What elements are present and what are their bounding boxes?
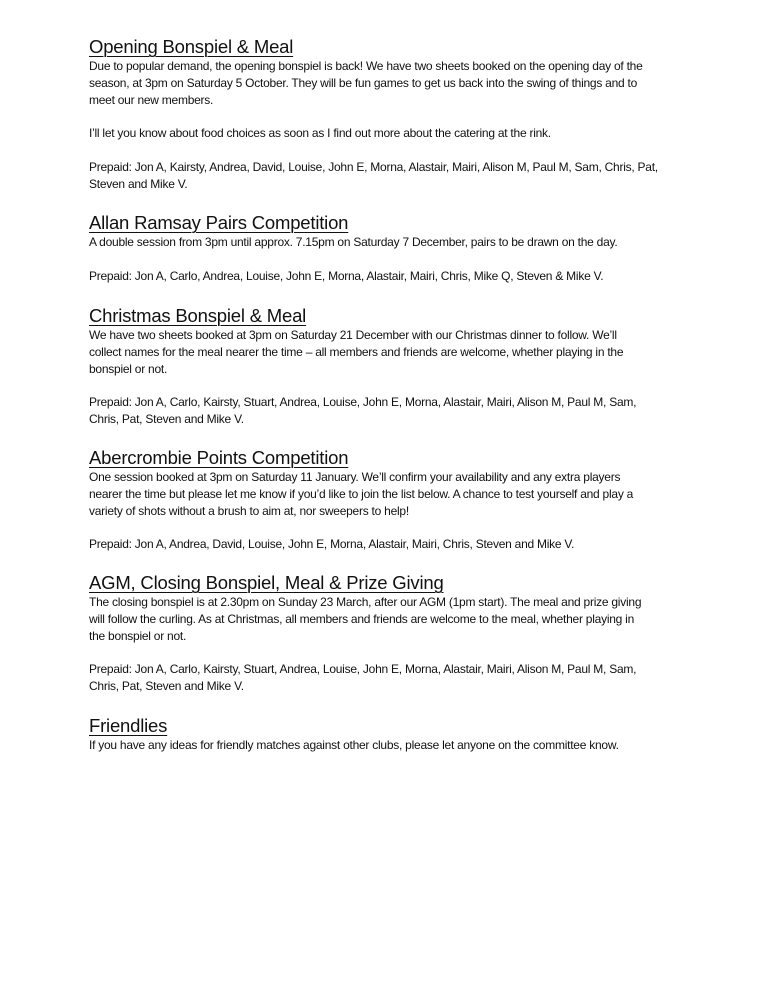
body-line: the bonspiel or not. xyxy=(89,628,187,643)
prepaid-line: Prepaid: Jon A, Carlo, Andrea, Louise, John E, Morna, Alastair, Mairi, Chris, Mike Q, Steven & Mike V. xyxy=(89,268,604,283)
body-line: nearer the time but please let me know if you’d like to join the list below. A chance to test yourself and play a xyxy=(89,486,634,501)
section-heading: AGM, Closing Bonspiel, Meal & Prize Giving xyxy=(89,572,444,593)
paragraph-gap xyxy=(89,644,719,661)
section-friendlies xyxy=(89,715,719,754)
note-line: I’ll let you know about food choices as soon as I find out more about the catering at the rink. xyxy=(89,126,551,141)
body-line: meet our new members. xyxy=(89,92,214,107)
body-line: A double session from 3pm until approx. 7.15pm on Saturday 7 December, pairs to be drawn on the day. xyxy=(89,235,618,249)
section-christmas-bonspiel xyxy=(89,305,719,428)
prepaid-line: Prepaid: Jon A, Carlo, Kairsty, Stuart, Andrea, Louise, John E, Morna, Alastair, Mairi, Alison M, Paul M, Sam, xyxy=(89,395,637,410)
paragraph-gap xyxy=(89,108,719,125)
body-line: If you have any ideas for friendly matches against other clubs, please let anyone on the committee know. xyxy=(89,738,619,752)
paragraph-gap xyxy=(89,251,719,268)
prepaid-line: Prepaid: Jon A, Andrea, David, Louise, John E, Morna, Alastair, Mairi, Chris, Steven and Mike V. xyxy=(89,537,575,552)
paragraph-gap xyxy=(89,142,719,159)
section-heading: Christmas Bonspiel & Meal xyxy=(89,305,307,326)
prepaid-line: Chris, Pat, Steven and Mike V. xyxy=(89,678,244,693)
prepaid-line: Chris, Pat, Steven and Mike V. xyxy=(89,411,244,426)
section-abercrombie xyxy=(89,447,719,553)
body-line: season, at 3pm on Saturday 5 October. They will be fun games to get us back into the swing of things and to xyxy=(89,75,638,90)
section-allan-ramsay xyxy=(89,212,719,284)
body-line: Due to popular demand, the opening bonspiel is back! We have two sheets booked on the opening day of the xyxy=(89,59,643,73)
body-line: collect names for the meal nearer the time – all members and friends are welcome, whether playing in the xyxy=(89,344,624,359)
prepaid-line: Steven and Mike V. xyxy=(89,176,188,191)
section-heading: Opening Bonspiel & Meal xyxy=(89,36,294,57)
body-line: We have two sheets booked at 3pm on Saturday 21 December with our Christmas dinner to follow. We’ll xyxy=(89,328,617,342)
body-line: bonspiel or not. xyxy=(89,361,168,376)
section-heading: Allan Ramsay Pairs Competition xyxy=(89,212,349,233)
paragraph-gap xyxy=(89,519,719,536)
prepaid-line: Prepaid: Jon A, Carlo, Kairsty, Stuart, Andrea, Louise, John E, Morna, Alastair, Mairi, Alison M, Paul M, Sam, xyxy=(89,662,637,677)
body-line: The closing bonspiel is at 2.30pm on Sunday 23 March, after our AGM (1pm start). The meal and prize giving xyxy=(89,595,642,609)
prepaid-line: Prepaid: Jon A, Kairsty, Andrea, David, Louise, John E, Morna, Alastair, Mairi, Alison M, Paul M, Sam, Chris, Pat, xyxy=(89,159,658,174)
section-agm-closing xyxy=(89,572,719,695)
body-line: variety of shots without a brush to aim at, nor sweepers to help! xyxy=(89,503,409,518)
body-line: will follow the curling. As at Christmas, all members and friends are welcome to the meal, whether playing in xyxy=(89,611,634,626)
section-heading: Friendlies xyxy=(89,715,168,736)
paragraph-gap xyxy=(89,377,719,394)
body-line: One session booked at 3pm on Saturday 11 January. We’ll confirm your availability and any extra players xyxy=(89,470,621,484)
section-opening-bonspiel xyxy=(89,36,719,192)
section-heading: Abercrombie Points Competition xyxy=(89,447,349,468)
